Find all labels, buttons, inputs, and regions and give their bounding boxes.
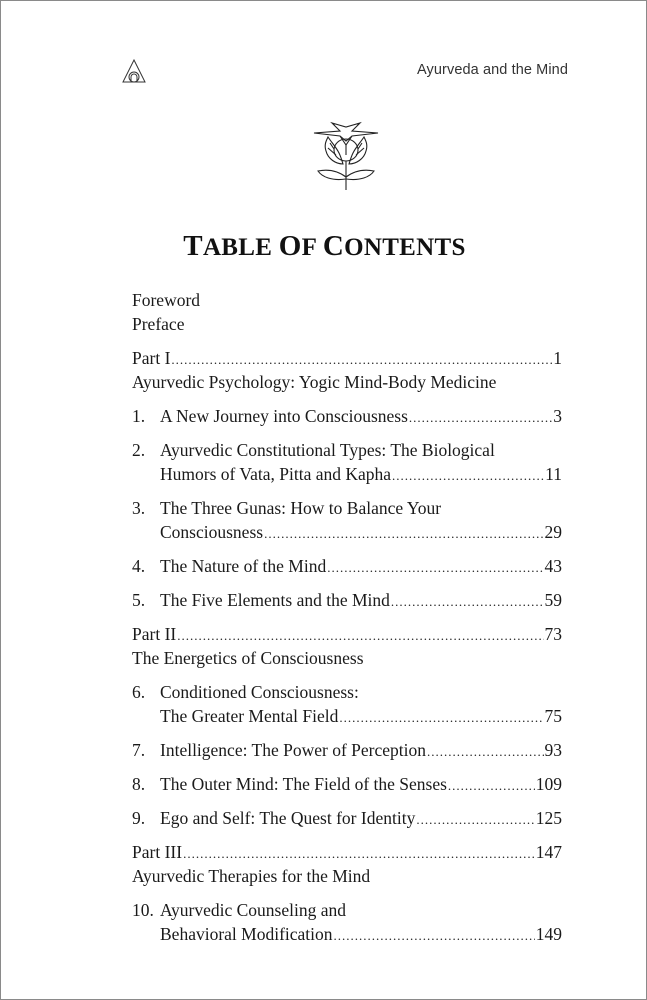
- chapter-title-cont: Behavioral Modification: [160, 924, 333, 944]
- page-number: 59: [544, 590, 562, 610]
- chapter-number: 3.: [132, 498, 146, 518]
- chapter-title: Ayurvedic Counseling and: [160, 900, 346, 920]
- dot-leader: [183, 842, 535, 866]
- toc-chapter-4[interactable]: [132, 554, 562, 578]
- table-of-contents: [132, 288, 562, 946]
- page-number: 93: [544, 740, 562, 760]
- dot-leader: [334, 924, 535, 948]
- toc-part-3-subtitle: [132, 864, 562, 888]
- chapter-number: 7.: [132, 740, 146, 760]
- chapter-number: 9.: [132, 808, 146, 828]
- chapter-number: 5.: [132, 590, 146, 610]
- toc-chapter-3[interactable]: [132, 496, 562, 544]
- dot-leader: [171, 348, 552, 372]
- chapter-number: 4.: [132, 556, 146, 576]
- triangle-publisher-logo-icon: [121, 58, 147, 84]
- part-label: Part III: [132, 842, 183, 862]
- page-number: 73: [544, 624, 562, 644]
- toc-chapter-6[interactable]: [132, 680, 562, 728]
- chapter-number: 10.: [132, 900, 154, 920]
- dot-leader: [427, 740, 544, 764]
- page-number: 109: [535, 774, 562, 794]
- title-word: F: [301, 234, 317, 261]
- toc-chapter-8[interactable]: [132, 772, 562, 796]
- lotus-flower-ornament-icon: [306, 117, 386, 191]
- dot-leader: [391, 590, 544, 614]
- page-number: 147: [535, 842, 562, 862]
- toc-part-3[interactable]: [132, 840, 562, 864]
- part-label: Part I: [132, 348, 171, 368]
- toc-part-2[interactable]: [132, 622, 562, 646]
- chapter-number: 6.: [132, 682, 146, 702]
- chapter-number: 1.: [132, 406, 146, 426]
- dot-leader: [327, 556, 543, 580]
- dot-leader: [339, 706, 543, 730]
- toc-part-1[interactable]: [132, 346, 562, 370]
- part-subtitle: Ayurvedic Psychology: Yogic Mind-Body Medicine: [132, 372, 497, 392]
- chapter-title-cont: The Greater Mental Field: [160, 706, 339, 726]
- chapter-title: The Outer Mind: The Field of the Senses: [160, 774, 447, 794]
- toc-entry-preface[interactable]: [132, 312, 562, 336]
- page-number: 1: [553, 348, 562, 368]
- chapter-number: 2.: [132, 440, 146, 460]
- chapter-title: Ego and Self: The Quest for Identity: [160, 808, 416, 828]
- toc-chapter-10[interactable]: [132, 898, 562, 946]
- running-head-title: Ayurveda and the Mind: [417, 62, 568, 78]
- toc-chapter-1[interactable]: [132, 404, 562, 428]
- chapter-title: The Five Elements and the Mind: [160, 590, 390, 610]
- dot-leader: [264, 522, 543, 546]
- part-subtitle: The Energetics of Consciousness: [132, 648, 364, 668]
- toc-chapter-9[interactable]: [132, 806, 562, 830]
- page-number: 75: [544, 706, 562, 726]
- title-cap: O: [278, 230, 302, 262]
- toc-chapter-7[interactable]: [132, 738, 562, 762]
- part-label: Part II: [132, 624, 177, 644]
- entry-title: Foreword: [132, 290, 201, 310]
- toc-part-1-subtitle: [132, 370, 562, 394]
- dot-leader: [409, 406, 552, 430]
- toc-entry-foreword[interactable]: [132, 288, 562, 312]
- dot-leader: [177, 624, 543, 648]
- page-number: 43: [544, 556, 562, 576]
- chapter-title: Intelligence: The Power of Perception: [160, 740, 426, 760]
- toc-part-2-subtitle: [132, 646, 562, 670]
- part-subtitle: Ayurvedic Therapies for the Mind: [132, 866, 371, 886]
- title-word: ABLE: [202, 234, 273, 261]
- page-number: 11: [545, 464, 562, 484]
- page-number: 125: [535, 808, 562, 828]
- dot-leader: [416, 808, 534, 832]
- chapter-title-cont: Humors of Vata, Pitta and Kapha: [160, 464, 392, 484]
- page-number: 29: [544, 522, 562, 542]
- title-word: ONTENTS: [344, 234, 466, 261]
- page-number: 3: [553, 406, 562, 426]
- dot-leader: [448, 774, 535, 798]
- page-number: 149: [535, 924, 562, 944]
- toc-chapter-2[interactable]: [132, 438, 562, 486]
- dot-leader: [392, 464, 544, 488]
- page-title: [1, 230, 647, 263]
- title-cap: C: [322, 230, 345, 262]
- chapter-title: A New Journey into Consciousness: [160, 406, 408, 426]
- chapter-number: 8.: [132, 774, 146, 794]
- chapter-title: The Nature of the Mind: [160, 556, 327, 576]
- toc-chapter-5[interactable]: [132, 588, 562, 612]
- chapter-title-cont: Consciousness: [160, 522, 264, 542]
- title-cap: T: [183, 230, 203, 262]
- entry-title: Preface: [132, 314, 185, 334]
- chapter-title: Conditioned Consciousness:: [160, 682, 359, 702]
- chapter-title: Ayurvedic Constitutional Types: The Biological: [160, 440, 495, 460]
- chapter-title: The Three Gunas: How to Balance Your: [160, 498, 442, 518]
